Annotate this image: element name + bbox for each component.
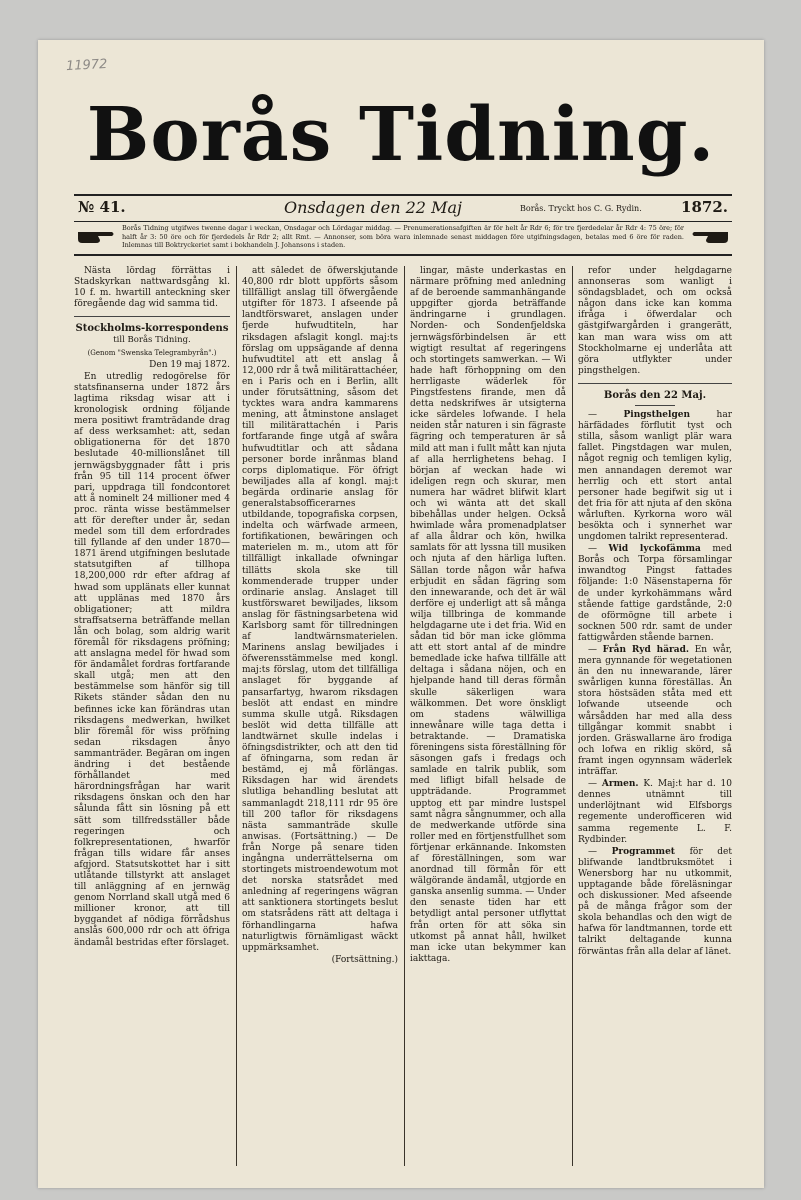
news-item-head: Armen.	[601, 779, 639, 790]
correspondence-subnote: (Genom "Swenska Telegrambyrån".)	[87, 348, 217, 357]
news-item-head: Wid lyckofämma	[608, 544, 701, 555]
column-3-body: lingar, måste underkastas en närmare pröfning med anledning af de beroende sammanhängande uppgifter gjorda beträffande ändringarne i grundlagen. Norden- och Sondenfjeldska jernwägsförbindelsen är ett wigtigt resultat af regeringens och stortingets samwerkan. — Wi hade haft förhoppning om den herrligaste wäderlek för Pingstfestens firande, men då detta nedskrifwes är utsigterna icke särdeles lofwande. I hela neiden står naturen i sin fägraste fägring och temperaturen är så mild att man i fullt mått kan njuta af alla herrlighetens behag. I början af weckan hade wi ideligen regn och skurar, men numera har wädret blifwit klart och wi wänta att det skall bibehållas under helgen. Också hwimlade wåra promenadplatser af alla åldrar och kön, hwilka samlats för att lyssna till musiken och njuta af den härliga luften. Sällan torde någon wår hafwa erbjudit en sådan fägring som den innewarande, och det är wäl derföre ej underligt att så många wilja tillbringa de kommande helgdagarne ute i det fria. Wid en sådan tid bör man icke glömma att ett stort antal af de mindre bemedlade icke hafwa tillfälle att deltaga i sådana nöjen, och en hjelpande hand till deras förmån skulle säkerligen wara wälkommen. Det wore önskligt om stadens wälwilliga innewånare wille taga detta i betraktande. — Dramatiska föreningens sista föreställning för säsongen gafs i fredags och samlade en talrik publik, som med lifligt bifall helsade de uppträdande. Programmet upptog ett par mindre lustspel samt några sångnummer, och alla de medwerkande utförde sina roller med en förtjenstfullhet som förtjenar erkännande. Inkomsten af föreställningen, som war anordnad till förmån för ett wälgörande ändamål, utgjorde en ganska ansenlig summa. — Under den senaste tiden har ett betydligt antal personer utflyttat från orten för att söka sin utkomst på annat håll, hwilket man icke utan bekymmer kan iakttaga.	[410, 266, 566, 964]
local-news-heading: Borås den 22 Maj.	[603, 389, 707, 401]
news-item: — Armen. K. Maj:t har d. 10 dennes utnämnt till underlöjtnant wid Elfsborgs regemente underofficeren wid samma regemente L. F. Rydbinder.	[578, 779, 732, 845]
news-item-text: En wår, mera gynnande för wegetationen än den nu innewarande, lärer swårligen kunna föreställas. Ån stora höstsäden ståta med ett lofwande utseende och wårsådden har med alla dess tillgångar kommit snabbt i jorden. Gräswallarne äro frodiga och lofwa en riklig skörd, så framt ingen ogynnsam wäderlek inträffar.	[578, 645, 732, 778]
masthead-rule	[74, 194, 732, 196]
column-rule	[404, 266, 405, 1166]
section-divider	[578, 383, 732, 384]
column-1	[74, 266, 230, 1166]
column-2-closing: (Fortsättning.)	[331, 954, 398, 965]
news-item-text: för det blifwande landtbruksmötet i Wenersborg har nu utkommit, upptagande både föreläsningar och diskussioner. Med afseende på de många frågor som der skola behandlas och den wigt de hafwa för landtmannen, torde ett talrikt deltagande kunna förwäntas från alla delar af länet.	[578, 846, 732, 957]
issue-number: № 41.	[78, 198, 126, 216]
issue-printer: Borås. Tryckt hos C. G. Rydin.	[520, 204, 642, 213]
news-item-text: K. Maj:t har d. 10 dennes utnämnt till underlöjtnant wid Elfsborgs regemente underofficeren wid samma regemente L. F. Rydbinder.	[578, 779, 732, 845]
news-item-text: med Borås och Torpa församlingar inwandtog Pingst fattades följande: 1:0 Näsenstaperna för de under kyrkohämmans wård stående fattige gardstånde, 2:0 de oförmögne till arbete i socknen 500 rdr. samt de under fattigwården stående barnen.	[578, 544, 732, 643]
column-3	[410, 266, 566, 1166]
news-item-head: Pingsthelgen	[623, 410, 691, 421]
issue-rule	[74, 221, 732, 222]
pointing-hand-right-icon	[76, 226, 116, 246]
section-divider	[74, 316, 230, 317]
column-4	[578, 266, 732, 1166]
issue-date: Onsdagen den 22 Maj	[284, 198, 462, 217]
issue-line	[74, 198, 732, 220]
correspondence-heading: Stockholms-korrespondens	[75, 323, 229, 335]
column-rule	[572, 266, 573, 1166]
news-item-text: har härfädades förflutit tyst och stilla, såsom wanligt plär wara fallet. Pingstdagen war mulen, något regnig och temligen kylig, men annandagen deremot war herrlig och ett stort antal personer hade begifwit sig ut i det fria för att njuta af den sköna wårluften. Kyrkorna woro wäl besökta och i synnerhet war ungdomen talrikt representerad.	[578, 410, 732, 543]
news-item: — Wid lyckofämma med Borås och Torpa församlingar inwandtog Pingst fattades följande: 1:0 Näsenstaperna för de under kyrkohämmans wård stående fattige gardstånde, 2:0 de oförmögne till arbete i socknen 500 rdr. samt de under fattigwården stående barnen.	[578, 544, 732, 643]
notice-text: Borås Tidning utgifwes twenne dagar i weckan, Onsdagar och Lördagar middag. — Prenumerationsafgiften är för helt år Rdr 6; för tre fjerdedelar år Rdr 4: 75 öre; för halft år 3: 50 öre och för fjerdedels år Rdr 2; allt Rmt. — Annonser, som böra wara inlemnade senast middagen före utgifningsdagen, betalas med 6 öre för raden. Inlemnas till Boktryckeriet samt i bokhandeln J. Johansons i staden.	[122, 224, 684, 249]
column-2-body: att såledet de öfwerskjutande 40,800 rdr blott uppförts såsom tillfälligt anslag till öfwergående utgifter för 1873. I afseende på landtförswaret, anslagen under fjerde hufwudtiteln, har riksdagen afslagit kongl. maj:ts förslag om uppsägande af denna hufwudtitel att ett anslag å 12,000 rdr å twå militärattachéer, en i Paris och en i Berlin, allt under förutsättning, såsom det tycktes wara andra kammarens mening, att åtminstone anslaget till militärattachén i Paris fortfarande finge utgå af swåra hufwudtitlar och att sådana personer borde inrånmas bland corps diplomatique. För öfrigt bewiljades alla af kongl. maj:t begärda ordinarie anslag för generalstabsofficerarnes utbildande, topografiska corpsen, indelta och wärfwade armeen, fortifikationen, bewäringen och materielen m. m., utom att för tillfälligt inkallade ofwningar tillätts skola ske till kommenderade trupper under ordinarie anslag. Anslaget till kustförswaret bewiljades, liksom anslag för fästningsarbetena wid Karlsborg samt för tillredningen af landtwärnsmaterielen. Marinens anslag bewiljades i öfwerensstämmelse med kongl. maj:ts förslag, utom det tillfälliga anslaget för byggande af pansarfartyg, hwarom riksdagen beslöt att endast en mindre summa skulle utgå. Riksdagen beslöt wid detta tillfälle att landtwärnet skulle indelas i öfningsdistrikter, och att den tid af öfningarna, som redan är bestämd, ej må förlängas. Riksdagen har wid ärendets slutliga behandling beslutat att sammanlagdt 218,111 rdr 95 öre till 200 taflor för riksdagens nästa sammanträde skulle anwisas. (Fortsättning.) — De från Norge på senare tiden ingångna underrättelserna om stortingets mistroendewotum mot det norska statsrådet med anledning af regeringens wägran att sanktionera stortingets beslut om statsrådens rätt att deltaga i förhandlingarna hafwa naturligtwis förnämligast wäckt uppmärksamhet.	[242, 266, 398, 953]
news-item: — Programmet för det blifwande landtbruksmötet i Wenersborg har nu utkommit, upptagande både föreläsningar och diskussioner. Med afseende på de många frågor som der skola behandlas och den wigt de hafwa för landtmannen, torde ett talrikt deltagande kunna förwäntas från alla delar af länet.	[578, 846, 732, 957]
news-item: — Från Ryd härad. En wår, mera gynnande för wegetationen än den nu innewarande, lärer swårligen kunna föreställas. Ån stora höstsäden ståta med ett lofwande utseende och wårsådden har med alla dess tillgångar kommit snabbt i jorden. Gräswallarne äro frodiga och lofwa en riklig skörd, så framt ingen ogynnsam wäderlek inträffar.	[578, 645, 732, 778]
column-rule	[236, 266, 237, 1166]
column-4-intro: refor under helgdagarne annonseras som wanligt i söndagsbladet, och om också någon dans icke kan komma ifråga i öfwerdalar och gästgifwargården i grangerätt, kan man wara wiss om att Stockholmarne ej underlåta att göra utflykter under pingsthelgen.	[578, 266, 732, 376]
header-bottom-rule	[74, 254, 732, 256]
pointing-hand-left-icon	[690, 226, 730, 246]
news-item-head: Programmet	[611, 846, 675, 857]
heading-rule	[635, 405, 675, 406]
archive-number: 11972	[65, 56, 108, 75]
column-2	[242, 266, 398, 1166]
issue-year: 1872.	[681, 198, 728, 216]
column-1-intro: Nästa lördag förrättas i Stadskyrkan nattwardsgång kl. 10 f. m. hwartill anteckning sker föregående dag wid samma tid.	[74, 266, 230, 310]
news-item: — Pingsthelgen har härfädades förflutit tyst och stilla, såsom wanligt plär wara fallet. Pingstdagen war mulen, något regnig och temligen kylig, men annandagen deremot war herrlig och ett stort antal personer hade begifwit sig ut i det fria för att njuta af den sköna wårluften. Kyrkorna woro wäl besökta och i synnerhet war ungdomen talrikt representerad.	[578, 410, 732, 543]
newspaper-page	[38, 40, 764, 1188]
subscription-notice	[74, 224, 732, 250]
masthead: Borås Tidning.	[86, 92, 716, 178]
correspondence-dateline: Den 19 maj 1872.	[149, 359, 230, 370]
correspondence-subheading: till Borås Tidning.	[113, 335, 191, 346]
news-item-head: Från Ryd härad.	[602, 645, 690, 655]
column-1-body: En utredlig redogörelse för statsfinanserna under 1872 års lagtima riksdag wisar att i kronologisk ordning följande mera positiwt framträdande drag af dess werksamhet: att, sedan obligationerna för det 1870 beslutade 40-millionslånet till jernwägsbyggnader fått i pris från 95 till 114 procent öfwer pari, uppdraga till fondcontoret att å nominelt 24 millioner med 4 proc. ränta wisse bestämmelser att för derefter under år, sedan medel som till dem erfordrades till fyllande af den under 1870—1871 ärend utgifningen beslutade statsutgiften af tillhopa 18,200,000 rdr efter afdrag af hwad som upplänats eller kunnat att upplänas med 1870 års obligationer; att mildra straffsatserna beträffande mellan lån och bolag, som aldrig warit föremål för riksdagens pröfning; att anslagna medel för hwad som för ändamålet fordras fortfarande skall utgå; men att den bestämmelse som hänför sig till Rikets ständer sådan den nu befinnes icke kan förändras utan riksdagens medwerkan, hwilket blir föremål för wiss pröfning sedan riksdagen ånyo sammanträder. Begäran om ingen ändring i det bestående förhållandet med härordningsfrågan har warit riksdagens önskan och den har sålunda fått sin lösning på ett sätt som tillfredsställer både regeringen och folkrepresentationen, hwarför frågan tills widare får anses afgjord. Statsutskottet har i sitt utlåtande tillstyrkt att anslaget till anläggning af en jernwäg genom Norrland skall utgå med 6 millioner kronor, att till byggandet af nödiga förrådshus anslås 600,000 rdr och att öfriga ändamål bestridas efter förslaget.	[74, 371, 230, 948]
